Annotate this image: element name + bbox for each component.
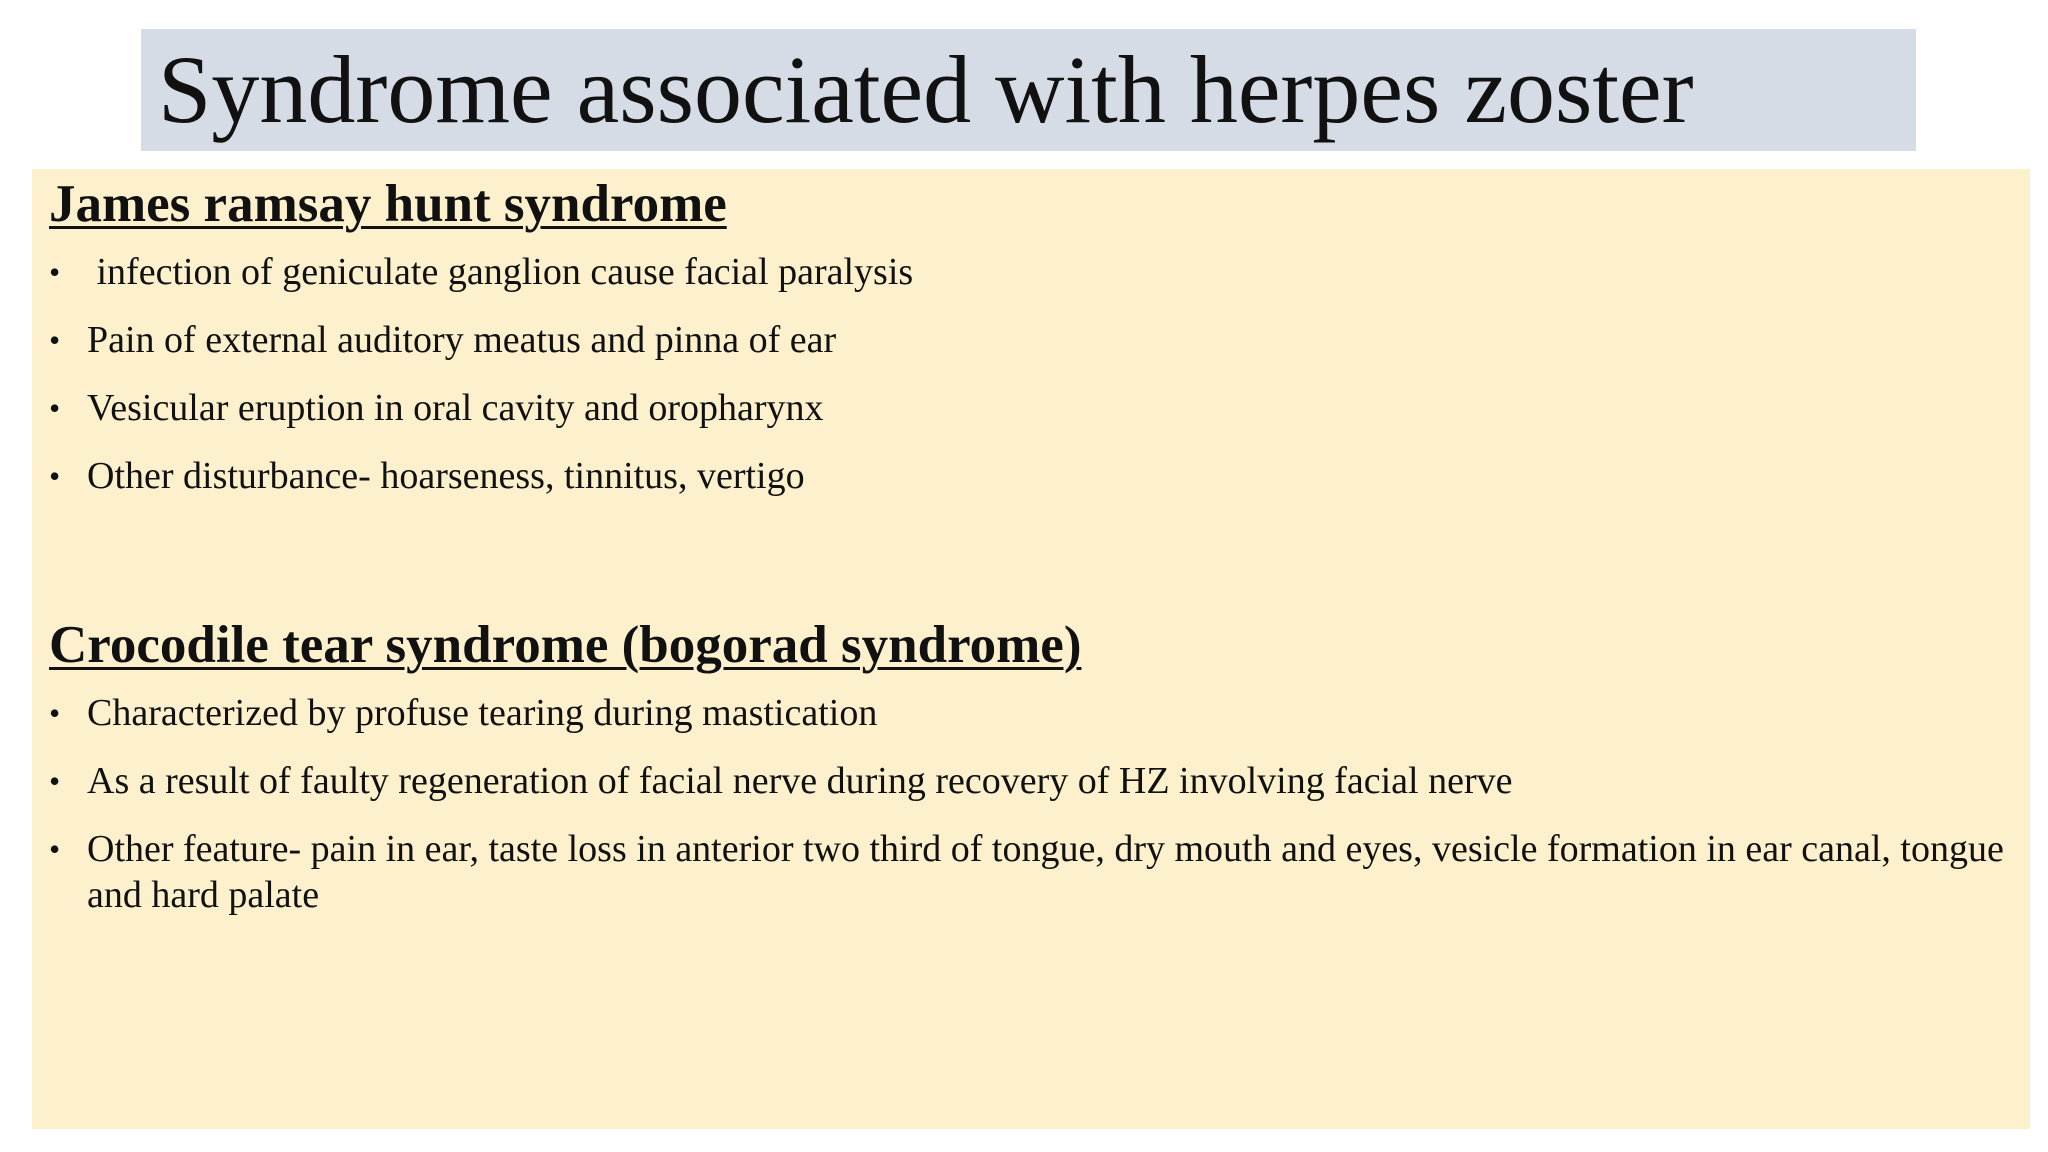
bullet-text: Vesicular eruption in oral cavity and oropharynx — [87, 386, 824, 429]
section-ramsay-hunt — [49, 173, 2010, 521]
content-panel — [32, 169, 2030, 1129]
bullet-item — [49, 385, 2010, 431]
bullet-item — [49, 317, 2010, 363]
bullet-list — [49, 690, 2010, 918]
bullet-text: infection of geniculate ganglion cause facial paralysis — [87, 250, 914, 293]
bullet-icon: • — [49, 457, 61, 494]
bullet-text: Other feature- pain in ear, taste loss in anterior two third of tongue, dry mouth and eyes, vesicle formation in ear canal, tongue and hard palate — [87, 827, 2004, 916]
bullet-list — [49, 249, 2010, 499]
bullet-icon: • — [49, 321, 61, 358]
bullet-item — [49, 249, 2010, 295]
bullet-item — [49, 758, 2010, 804]
bullet-item — [49, 690, 2010, 736]
bullet-icon: • — [49, 694, 61, 731]
title-banner — [141, 29, 1916, 151]
bullet-text: Characterized by profuse tearing during mastication — [87, 691, 878, 734]
bullet-item — [49, 826, 2010, 918]
section-heading: Crocodile tear syndrome (bogorad syndrome) — [49, 616, 1082, 674]
bullet-icon: • — [49, 830, 61, 867]
bullet-text: Other disturbance- hoarseness, tinnitus, vertigo — [87, 454, 805, 497]
bullet-text: Pain of external auditory meatus and pinna of ear — [87, 318, 837, 361]
section-heading: James ramsay hunt syndrome — [49, 175, 727, 233]
bullet-icon: • — [49, 253, 61, 290]
bullet-icon: • — [49, 762, 61, 799]
bullet-icon: • — [49, 389, 61, 426]
bullet-text: As a result of faulty regeneration of facial nerve during recovery of HZ involving facial nerve — [87, 759, 1513, 802]
slide-title: Syndrome associated with herpes zoster — [158, 36, 1694, 143]
bullet-item — [49, 453, 2010, 499]
section-crocodile-tear — [49, 614, 2010, 940]
